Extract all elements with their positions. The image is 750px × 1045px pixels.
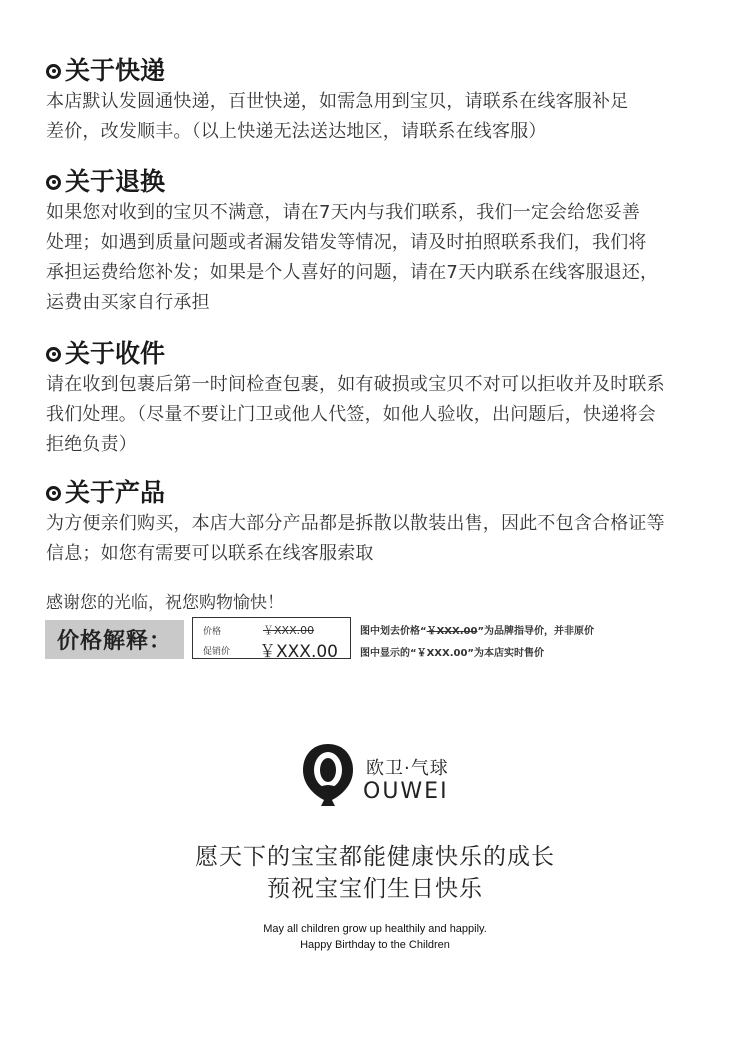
original-price-value: ￥XXX.00 [263,624,315,637]
section-line: 信息；如您有需要可以联系在线客服索取 [46,543,374,564]
bullet-circle-icon [46,347,61,362]
section-title-text: 关于产品 [65,478,166,507]
section-line: 如果您对收到的宝贝不满意，请在7天内与我们联系，我们一定会给您妥善 [46,202,641,223]
price-note-text: ”为品牌指导价，并非原价 [477,626,595,637]
brand-name-en: OUWEI [363,779,449,804]
brand-logo [300,742,480,812]
section-title [46,338,726,370]
price-explain-label: 价格解释： [45,620,184,659]
bullet-circle-icon [46,64,61,79]
section-line: 为方便亲们购买，本店大部分产品都是拆散以散装出售，因此不包含合格证等 [46,513,665,534]
section-line: 差价，改发顺丰。（以上快递无法送达地区，请联系在线客服） [46,121,547,142]
section-title [46,477,726,509]
thanks-text: 感谢您的光临，祝您购物愉快！ [46,593,284,613]
section-line: 本店默认发圆通快递，百世快递，如需急用到宝贝，请联系在线客服补足 [46,91,629,112]
balloon-logo-icon [300,742,356,812]
slogan-en-line: Happy Birthday to the Children [300,939,450,951]
price-note-text: 图中划去价格“ [360,626,427,637]
section-line: 处理；如遇到质量问题或者漏发错发等情况，请及时拍照联系我们，我们将 [46,232,647,253]
section-title-text: 关于快递 [65,56,166,85]
slogan-line: 预祝宝宝们生日快乐 [267,876,483,902]
bullet-circle-icon [46,486,61,501]
section-title [46,166,726,198]
promo-price-value: ￥XXX.00 [259,642,338,662]
section-line: 拒绝负责） [46,434,137,455]
price-row-label: 价格 [203,627,222,637]
section-title-text: 关于收件 [65,339,166,368]
section-line: 承担运费给您补发；如果是个人喜好的问题，请在7天内联系在线客服退还， [46,262,659,283]
slogan-en-line: May all children grow up healthily and happily. [263,923,487,935]
bullet-circle-icon [46,175,61,190]
price-note-actual: 图中显示的“￥XXX.00”为本店实时售价 [360,648,544,659]
section-products [46,477,726,569]
section-title-text: 关于退换 [65,167,166,196]
promo-price-label: 促销价 [203,647,231,657]
section-returns [46,166,726,318]
section-receiving [46,338,726,460]
section-line: 我们处理。（尽量不要让门卫或他人代签，如他人验收，出问题后，快递将会 [46,404,656,425]
slogan-line: 愿天下的宝宝都能健康快乐的成长 [195,844,555,870]
price-sample-box [192,617,351,662]
price-note-strike: ￥XXX.00 [426,626,478,637]
brand-name-cn: 欧卫·气球 [366,758,449,779]
section-express [46,55,726,147]
section-line: 请在收到包裹后第一时间检查包裹，如有破损或宝贝不对可以拒收并及时联系 [46,374,665,395]
section-line: 运费由买家自行承担 [46,292,210,313]
price-note-guide [360,622,594,637]
section-title [46,55,726,87]
